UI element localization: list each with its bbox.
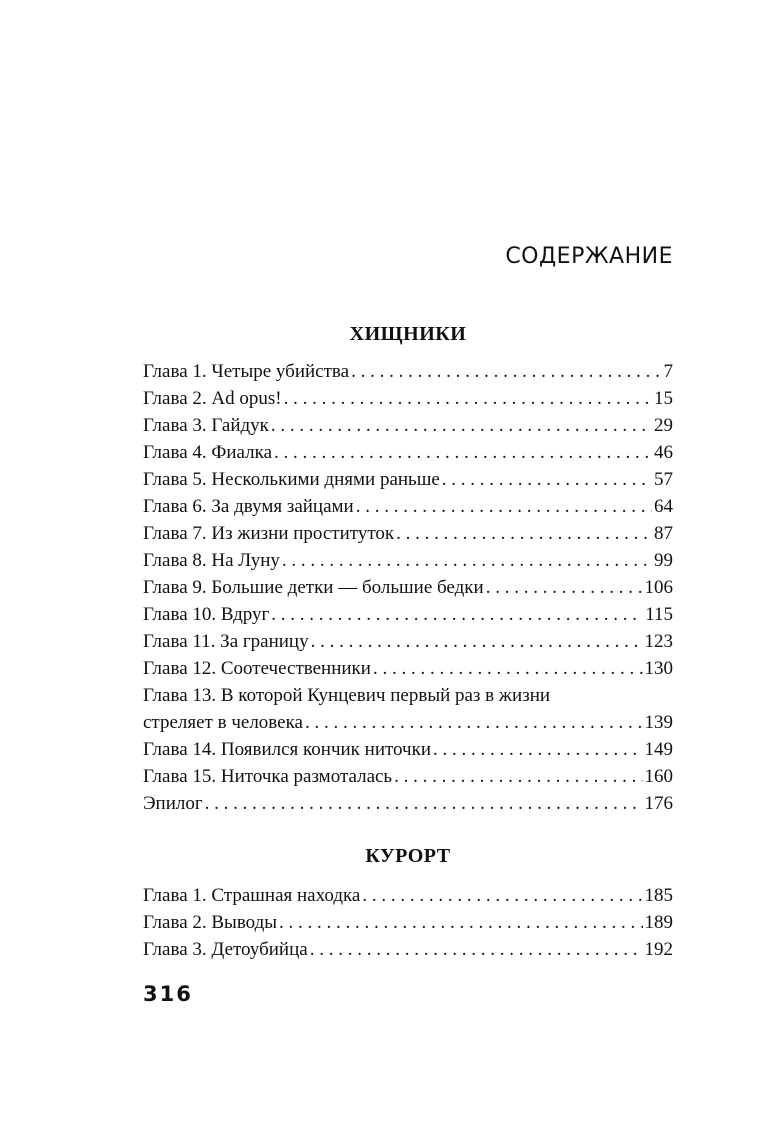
toc-entry[interactable]: [143, 655, 673, 682]
dot-leader: [205, 790, 643, 817]
toc-entry-page: 7: [663, 361, 673, 382]
toc-entry-title: Глава 2. Ad opus!: [143, 388, 282, 409]
toc-entry-title: Глава 6. За двумя зайцами: [143, 496, 354, 517]
toc-entry[interactable]: [143, 412, 673, 439]
toc-entry-title: Глава 12. Соотечественники: [143, 658, 371, 679]
toc-entry-title: Глава 3. Детоубийца: [143, 939, 308, 960]
toc-entry-page: 87: [654, 523, 673, 544]
dot-leader: [356, 493, 652, 520]
toc-entry-page: 15: [654, 388, 673, 409]
toc-entry[interactable]: [143, 520, 673, 547]
toc-entry-title-line1: Глава 13. В которой Кунцевич первый раз в жизни: [143, 685, 551, 706]
section-khishchniki: [143, 322, 673, 817]
toc-entry-title: стреляет в человека: [143, 712, 303, 733]
toc-entry-title: Глава 15. Ниточка размоталась: [143, 766, 393, 787]
toc-entry-title: Глава 4. Фиалка: [143, 442, 273, 463]
toc-entry[interactable]: [143, 909, 673, 936]
toc-entry[interactable]: [143, 385, 673, 412]
toc-entry-title: Глава 14. Появился кончик ниточки: [143, 739, 432, 760]
toc-entry-title: Глава 2. Выводы: [143, 912, 278, 933]
toc-list: [143, 358, 673, 817]
dot-leader: [394, 763, 642, 790]
section-kurort: [143, 844, 673, 963]
toc-entry-title: Глава 1. Четыре убийства: [143, 361, 350, 382]
dot-leader: [305, 709, 643, 736]
page-number: 316: [143, 982, 193, 1006]
dot-leader: [433, 736, 642, 763]
toc-entry-title: Глава 8. На Луну: [143, 550, 280, 571]
toc-entry-page: 192: [644, 939, 673, 960]
toc-entry-title: Глава 5. Несколькими днями раньше: [143, 469, 440, 490]
toc-entry-title: Глава 10. Вдруг: [143, 604, 270, 625]
dot-leader: [310, 936, 643, 963]
toc-entry-page: 46: [654, 442, 673, 463]
dot-leader: [271, 412, 652, 439]
toc-entry-multiline[interactable]: [143, 682, 673, 736]
toc-entry-page: 189: [644, 912, 673, 933]
toc-entry-page: 29: [654, 415, 673, 436]
toc-entry-page: 139: [644, 712, 673, 733]
dot-leader: [282, 547, 652, 574]
toc-entry[interactable]: [143, 574, 673, 601]
toc-entry-page: 176: [644, 793, 673, 814]
dot-leader: [373, 655, 643, 682]
dot-leader: [279, 909, 642, 936]
toc-entry-page: 99: [654, 550, 673, 571]
toc-entry-title: Глава 9. Большие детки — большие бедки: [143, 577, 484, 598]
toc-entry[interactable]: [143, 439, 673, 466]
toc-entry-page: 123: [644, 631, 673, 652]
toc-entry-title: Глава 7. Из жизни проституток: [143, 523, 395, 544]
toc-entry-page: 149: [644, 739, 673, 760]
toc-entry[interactable]: [143, 882, 673, 909]
toc-entry[interactable]: [143, 358, 673, 385]
dot-leader: [351, 358, 661, 385]
dot-leader: [284, 385, 652, 412]
toc-entry-title: Глава 1. Страшная находка: [143, 885, 361, 906]
toc-entry-title: Эпилог: [143, 793, 203, 814]
dot-leader: [311, 628, 643, 655]
toc-entry-title: Глава 11. За границу: [143, 631, 309, 652]
section-heading: ХИЩНИКИ: [349, 323, 467, 345]
toc-entry[interactable]: [143, 936, 673, 963]
section-heading: КУРОРТ: [365, 845, 451, 867]
dot-leader: [362, 882, 642, 909]
toc-entry[interactable]: [143, 493, 673, 520]
toc-entry[interactable]: [143, 628, 673, 655]
toc-entry[interactable]: [143, 547, 673, 574]
toc-entry[interactable]: [143, 736, 673, 763]
page-title: СОДЕРЖАНИЕ: [505, 244, 673, 269]
toc-entry-page: 57: [654, 469, 673, 490]
dot-leader: [271, 601, 643, 628]
dot-leader: [442, 466, 652, 493]
dot-leader: [486, 574, 643, 601]
toc-entry-title: Глава 3. Гайдук: [143, 415, 269, 436]
toc-entry-page: 64: [654, 496, 673, 517]
toc-entry-page: 106: [644, 577, 673, 598]
dot-leader: [274, 439, 652, 466]
toc-entry[interactable]: [143, 790, 673, 817]
toc-entry[interactable]: [143, 763, 673, 790]
toc-entry[interactable]: [143, 466, 673, 493]
toc-entry[interactable]: [143, 601, 673, 628]
toc-entry-page: 185: [644, 885, 673, 906]
toc-entry-page: 115: [645, 604, 673, 625]
toc-entry-page: 130: [644, 658, 673, 679]
toc-entry-continuation: [143, 709, 673, 736]
dot-leader: [396, 520, 652, 547]
toc-entry-page: 160: [644, 766, 673, 787]
toc-list: [143, 882, 673, 963]
